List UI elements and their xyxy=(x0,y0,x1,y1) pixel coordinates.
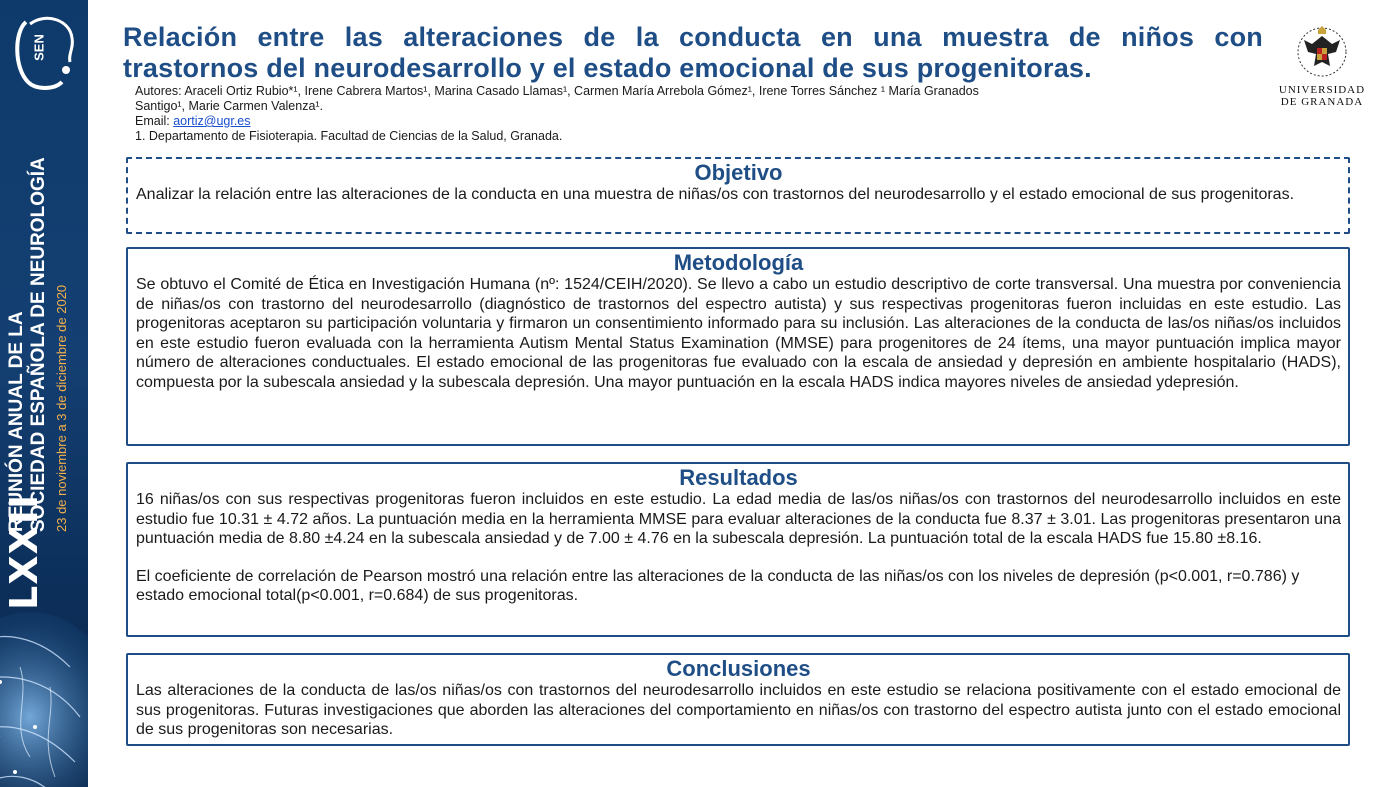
resultados-heading: Resultados xyxy=(679,465,798,490)
title-line-2: trastornos del neurodesarrollo y el estado emocional de sus progenitoras. xyxy=(123,53,1092,83)
metodologia-text: Se obtuvo el Comité de Ética en Investigación Humana (nº: 1524/CEIH/2020). Se llevo a cabo un estudio descriptivo de corte transversal. Una muestra por conveniencia de niñas/os con trastorno del neurodesarrollo (diagnóstico de trastornos del espectro autista) y sus respectivas progenitoras fueron incluidas en este estudio. Las progenitoras aceptaron su participación voluntaria y firmaron un consentimiento informado para su inclusión. Las alteraciones de la conducta de las/os niñas/os incluidos en este estudio fueron evaluada con la herramienta Autism Mental Status Examination (MMSE) para progenitores de 24 ítems, una mayor puntuación implica mayor número de alteraciones conductuales. El estado emocional de las progenitoras fue evaluado con la escala de ansiedad y depresión en ambiente hospitalario (HADS), compuesta por la subescala ansiedad y la subescala depresión. Una mayor puntuación en la escala HADS indica mayores niveles de ansiedad ydepresión. xyxy=(136,276,1341,391)
authors-block xyxy=(135,84,1215,144)
authors-line-2: Santigo¹, Marie Carmen Valenza¹. xyxy=(135,99,324,113)
section-resultados xyxy=(126,462,1350,637)
authors-line-1: Autores: Araceli Ortiz Rubio*¹, Irene Cabrera Martos¹, Marina Casado Llamas¹, Carmen María Arrebola Gómez¹, Irene Torres Sánchez ¹ María Granados xyxy=(135,84,979,98)
university-name-1: UNIVERSIDAD xyxy=(1278,84,1366,96)
congress-line1: REUNIÓN ANUAL DE LA xyxy=(6,311,27,532)
email-label: Email: xyxy=(135,114,174,128)
university-logo xyxy=(1272,22,1372,117)
section-metodologia xyxy=(126,247,1350,446)
university-crest-icon xyxy=(1294,22,1350,84)
objetivo-text: Analizar la relación entre las alteraciones de la conducta en una muestra de niñas/os con trastornos del neurodesarrollo y el estado emocional de sus progenitoras. xyxy=(136,186,1295,203)
title-line-1: Relación entre las alteraciones de la conducta en una muestra de niños con xyxy=(123,22,1263,52)
conclusiones-text: Las alteraciones de la conducta de las/os niñas/os con trastornos del neurodesarrollo incluidos en este estudio se relaciona positivamente con el estado emocional de sus progenitoras. Futuras investigaciones que aborden las alteraciones del comportamiento en niñas/os con trastorno del espectro autista junto con el estado emocional de sus progenitoras son necesarias. xyxy=(136,682,1341,738)
email-line xyxy=(135,114,1215,129)
brain-illustration xyxy=(0,587,88,787)
metodologia-heading: Metodología xyxy=(673,250,804,275)
section-conclusiones xyxy=(126,653,1350,746)
affiliation: 1. Departamento de Fisioterapia. Facultad de Ciencias de la Salud, Granada. xyxy=(135,129,563,143)
email-link[interactable]: aortiz@ugr.es xyxy=(173,114,251,128)
sidebar-banner xyxy=(0,0,88,787)
objetivo-heading: Objetivo xyxy=(694,160,783,185)
congress-dates: 23 de noviembre a 3 de diciembre de 2020 xyxy=(54,284,69,532)
resultados-text-1: 16 niñas/os con sus respectivas progenitoras fueron incluidos en este estudio. La edad media de las/os niñas/os con trastornos del neurodesarrollo incluidos en este estudio fue 10.31 ± 4.72 años. La puntuación media en la herramienta MMSE para evaluar alteraciones de la conducta fue 8.37 ± 3.01. Las progenitoras presentaron una puntuación media de 8.80 ±4.24 en la subescala ansiedad y de 7.00 ± 4.76 en la subescala depresión. La puntuación total de la escala HADS fue 15.80 ±8.16. xyxy=(136,491,1341,547)
resultados-text-2: El coeficiente de correlación de Pearson mostró una relación entre las alteraciones de la conducta de las niñas/os con los niveles de depresión (p<0.001, r=0.786) y estado emocional total(p<0.001, r=0.684) de sus progenitoras. xyxy=(136,567,1300,604)
congress-line2: SOCIEDAD ESPAÑOLA DE NEUROLOGÍA xyxy=(28,157,49,532)
university-name-2: DE GRANADA xyxy=(1280,96,1364,108)
congress-label xyxy=(0,157,88,610)
section-objetivo xyxy=(126,157,1350,234)
conclusiones-heading: Conclusiones xyxy=(666,656,811,681)
congress-number: LXXII xyxy=(2,493,46,610)
poster-title xyxy=(123,22,1263,84)
sen-logo-text: SEN xyxy=(31,34,47,61)
